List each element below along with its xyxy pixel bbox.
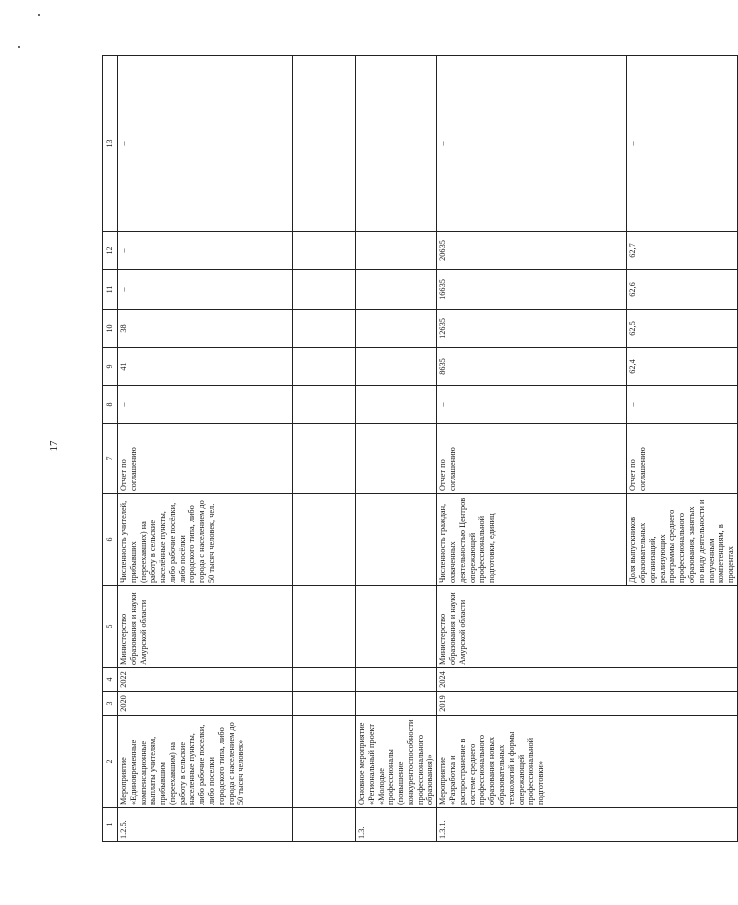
header-cell: 2 [103,716,118,808]
value-cell [293,348,356,386]
activities-table [102,55,738,842]
header-cell: 4 [103,668,118,692]
table-container [102,56,736,842]
end-year [356,668,437,692]
value-cell [356,270,437,310]
value-cell: 62,7 [627,232,738,270]
value-cell: – [118,232,293,270]
value-cell: 16635 [437,270,627,310]
value-cell [356,232,437,270]
value-cell: 62,5 [627,310,738,348]
executor [356,586,437,668]
value-cell [293,56,356,232]
table-row [293,56,356,842]
row-number: 1.2.5. [118,808,293,842]
indicator [293,494,356,586]
table-row [118,56,293,842]
executor: Министерство образования и науки Амурской области [437,586,738,668]
header-cell: 13 [103,56,118,232]
value-cell [356,56,437,232]
value-cell: 38 [118,310,293,348]
value-cell: – [118,386,293,424]
table-row [356,56,437,842]
row-number [293,808,356,842]
report-source [356,424,437,494]
value-cell [356,310,437,348]
value-cell [293,386,356,424]
value-cell: – [437,56,627,232]
start-year [356,692,437,716]
table-row [437,56,627,842]
report-source [293,424,356,494]
end-year: 2022 [118,668,293,692]
indicator: Доля выпускников образовательных организаций, реализующих программы среднего профессионального образования, занятых по виду деятельности и полученным компетенциям, в процентах [627,494,738,586]
report-source: Отчет по соглашению [437,424,627,494]
value-cell: 20635 [437,232,627,270]
header-row [103,56,118,842]
row-number: 1.3.1. [437,808,738,842]
value-cell: – [118,56,293,232]
value-cell: 62,4 [627,348,738,386]
header-cell: 10 [103,310,118,348]
value-cell: 41 [118,348,293,386]
value-cell [356,386,437,424]
activity-name: Мероприятие «Разработка и распространение в системе среднего профессионального образования новых образовательных технологий и формы опережающей профессиональной подготовки» [437,716,738,808]
value-cell [293,270,356,310]
header-cell: 5 [103,586,118,668]
activity-name: Мероприятие «Единовременные компенсационные выплаты учителям, прибывшим (переехавшим) на работу в сельские населенные пункты, либо рабочие поселки, либо поселки городского типа, либо города с населением до 50 тысяч человек» [118,716,293,808]
executor: Министерство образования и науки Амурской области [118,586,293,668]
scan-speck [38,14,40,16]
end-year [293,668,356,692]
value-cell: – [437,386,627,424]
value-cell: – [627,386,738,424]
start-year: 2020 [118,692,293,716]
value-cell [293,310,356,348]
end-year: 2024 [437,668,738,692]
scan-speck [18,46,20,48]
header-cell: 7 [103,424,118,494]
executor [293,586,356,668]
value-cell: – [627,56,738,232]
header-cell: 1 [103,808,118,842]
page-number: 17 [48,440,60,452]
value-cell: – [118,270,293,310]
indicator: Численность граждан, охваченных деятельностью Центров опережающей профессиональной подготовки, единиц [437,494,627,586]
indicator [356,494,437,586]
header-cell: 3 [103,692,118,716]
value-cell: 12635 [437,310,627,348]
activity-name [293,716,356,808]
value-cell: 8635 [437,348,627,386]
header-cell: 12 [103,232,118,270]
value-cell [293,232,356,270]
header-cell: 8 [103,386,118,424]
indicator: Численность учителей, прибывших (переехавших) на работу в сельские населённые пункты, либо рабочие посёлки, либо посёлки городского типа, либо города с населением до 50 тысяч человек, чел. [118,494,293,586]
row-number: 1.3. [356,808,437,842]
report-source: Отчет по соглашению [627,424,738,494]
value-cell: 62,6 [627,270,738,310]
report-source: Отчет по соглашению [118,424,293,494]
header-cell: 11 [103,270,118,310]
activity-name: Основное мероприятие «Региональный проект «Молодые профессионалы (повышение конкурентоспособности профессионального образования)» [356,716,437,808]
header-cell: 9 [103,348,118,386]
value-cell [356,348,437,386]
header-cell: 6 [103,494,118,586]
start-year: 2019 [437,692,738,716]
start-year [293,692,356,716]
